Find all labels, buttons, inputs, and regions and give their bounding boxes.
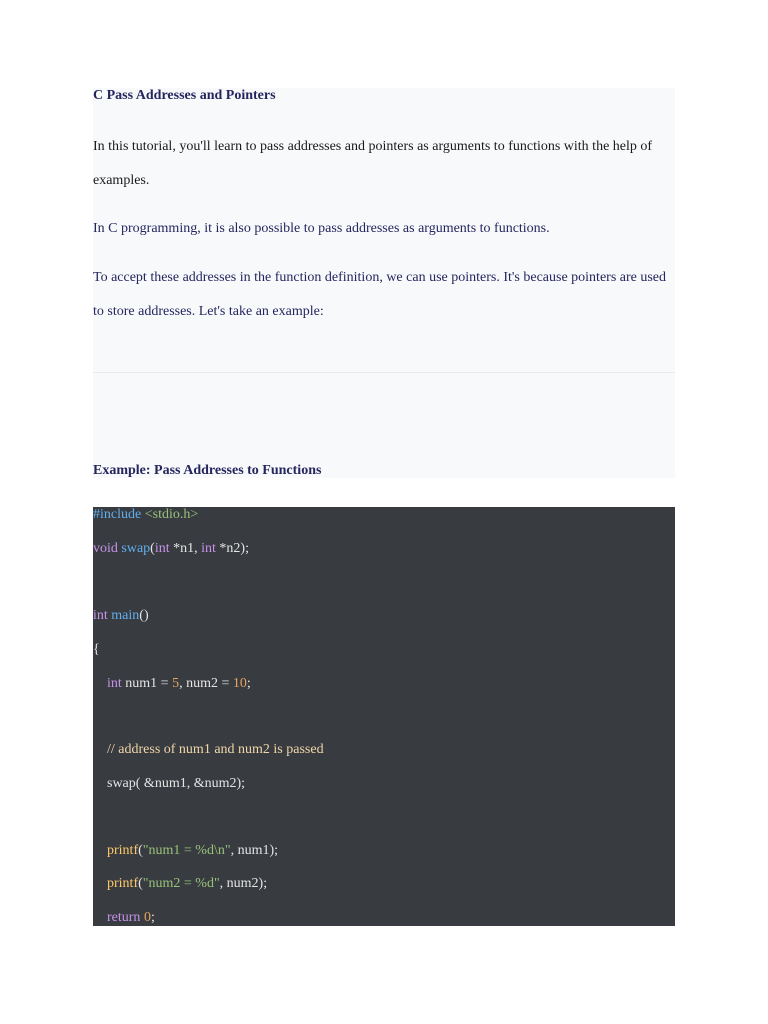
code-string: "num1 = %d\n" [142,843,231,858]
code-token: int [154,541,170,556]
code-token: ( [150,541,155,556]
code-token: ( [138,876,143,891]
section-divider [93,372,675,373]
code-line-3 [93,606,149,626]
code-indent [93,776,107,791]
code-token: int [93,608,108,623]
code-token: ; [246,676,251,691]
code-token: , num1); [230,843,279,858]
code-string: "num2 = %d" [142,876,220,891]
code-line-10 [93,908,155,926]
page-title: C Pass Addresses and Pointers [93,88,276,103]
body-paragraph-2: To accept these addresses in the function definition, we can use pointers. It's because pointers are used to store addresses. Let's take an example: [93,270,667,319]
code-token: , num2 = [179,676,233,691]
code-line-1 [93,507,198,525]
code-line-2 [93,539,249,559]
code-indent [93,742,107,757]
code-token: swap [121,541,151,556]
code-token: main [111,608,140,623]
code-line-5 [93,674,251,694]
code-token: <stdio.h> [144,507,199,522]
code-token: 10 [232,676,247,691]
code-line-6 [93,740,324,760]
code-token: int [201,541,216,556]
code-token: printf [107,876,139,891]
intro-paragraph: In this tutorial, you'll learn to pass addresses and pointers as arguments to functions with the help of examples. [93,139,653,188]
code-token: 0 [143,910,151,925]
code-indent [93,676,107,691]
code-indent [93,876,107,891]
code-token: *n2); [215,541,249,556]
code-line-4 [93,640,100,660]
code-indent [93,910,107,925]
code-token: swap( &num1, &num2); [107,776,246,791]
example-title: Example: Pass Addresses to Functions [93,463,322,478]
code-comment: // address of num1 and num2 is passed [107,742,324,757]
code-line-8 [93,841,278,861]
code-indent [93,843,107,858]
code-token: , num2); [219,876,268,891]
code-line-7 [93,774,245,794]
code-token: () [139,608,149,623]
code-token: void [93,541,118,556]
code-block[interactable] [93,507,675,926]
code-line-9 [93,874,267,894]
code-token: return [107,910,141,925]
body-paragraph-1: In C programming, it is also possible to pass addresses as arguments to functions. [93,221,550,236]
code-token: { [93,642,100,657]
code-token: num1 = [121,676,173,691]
code-token: printf [107,843,139,858]
code-token: ; [150,910,155,925]
code-token: #include [93,507,142,522]
code-token: int [107,676,122,691]
code-token: ( [138,843,143,858]
code-token: 5 [172,676,180,691]
code-token: *n1, [169,541,202,556]
